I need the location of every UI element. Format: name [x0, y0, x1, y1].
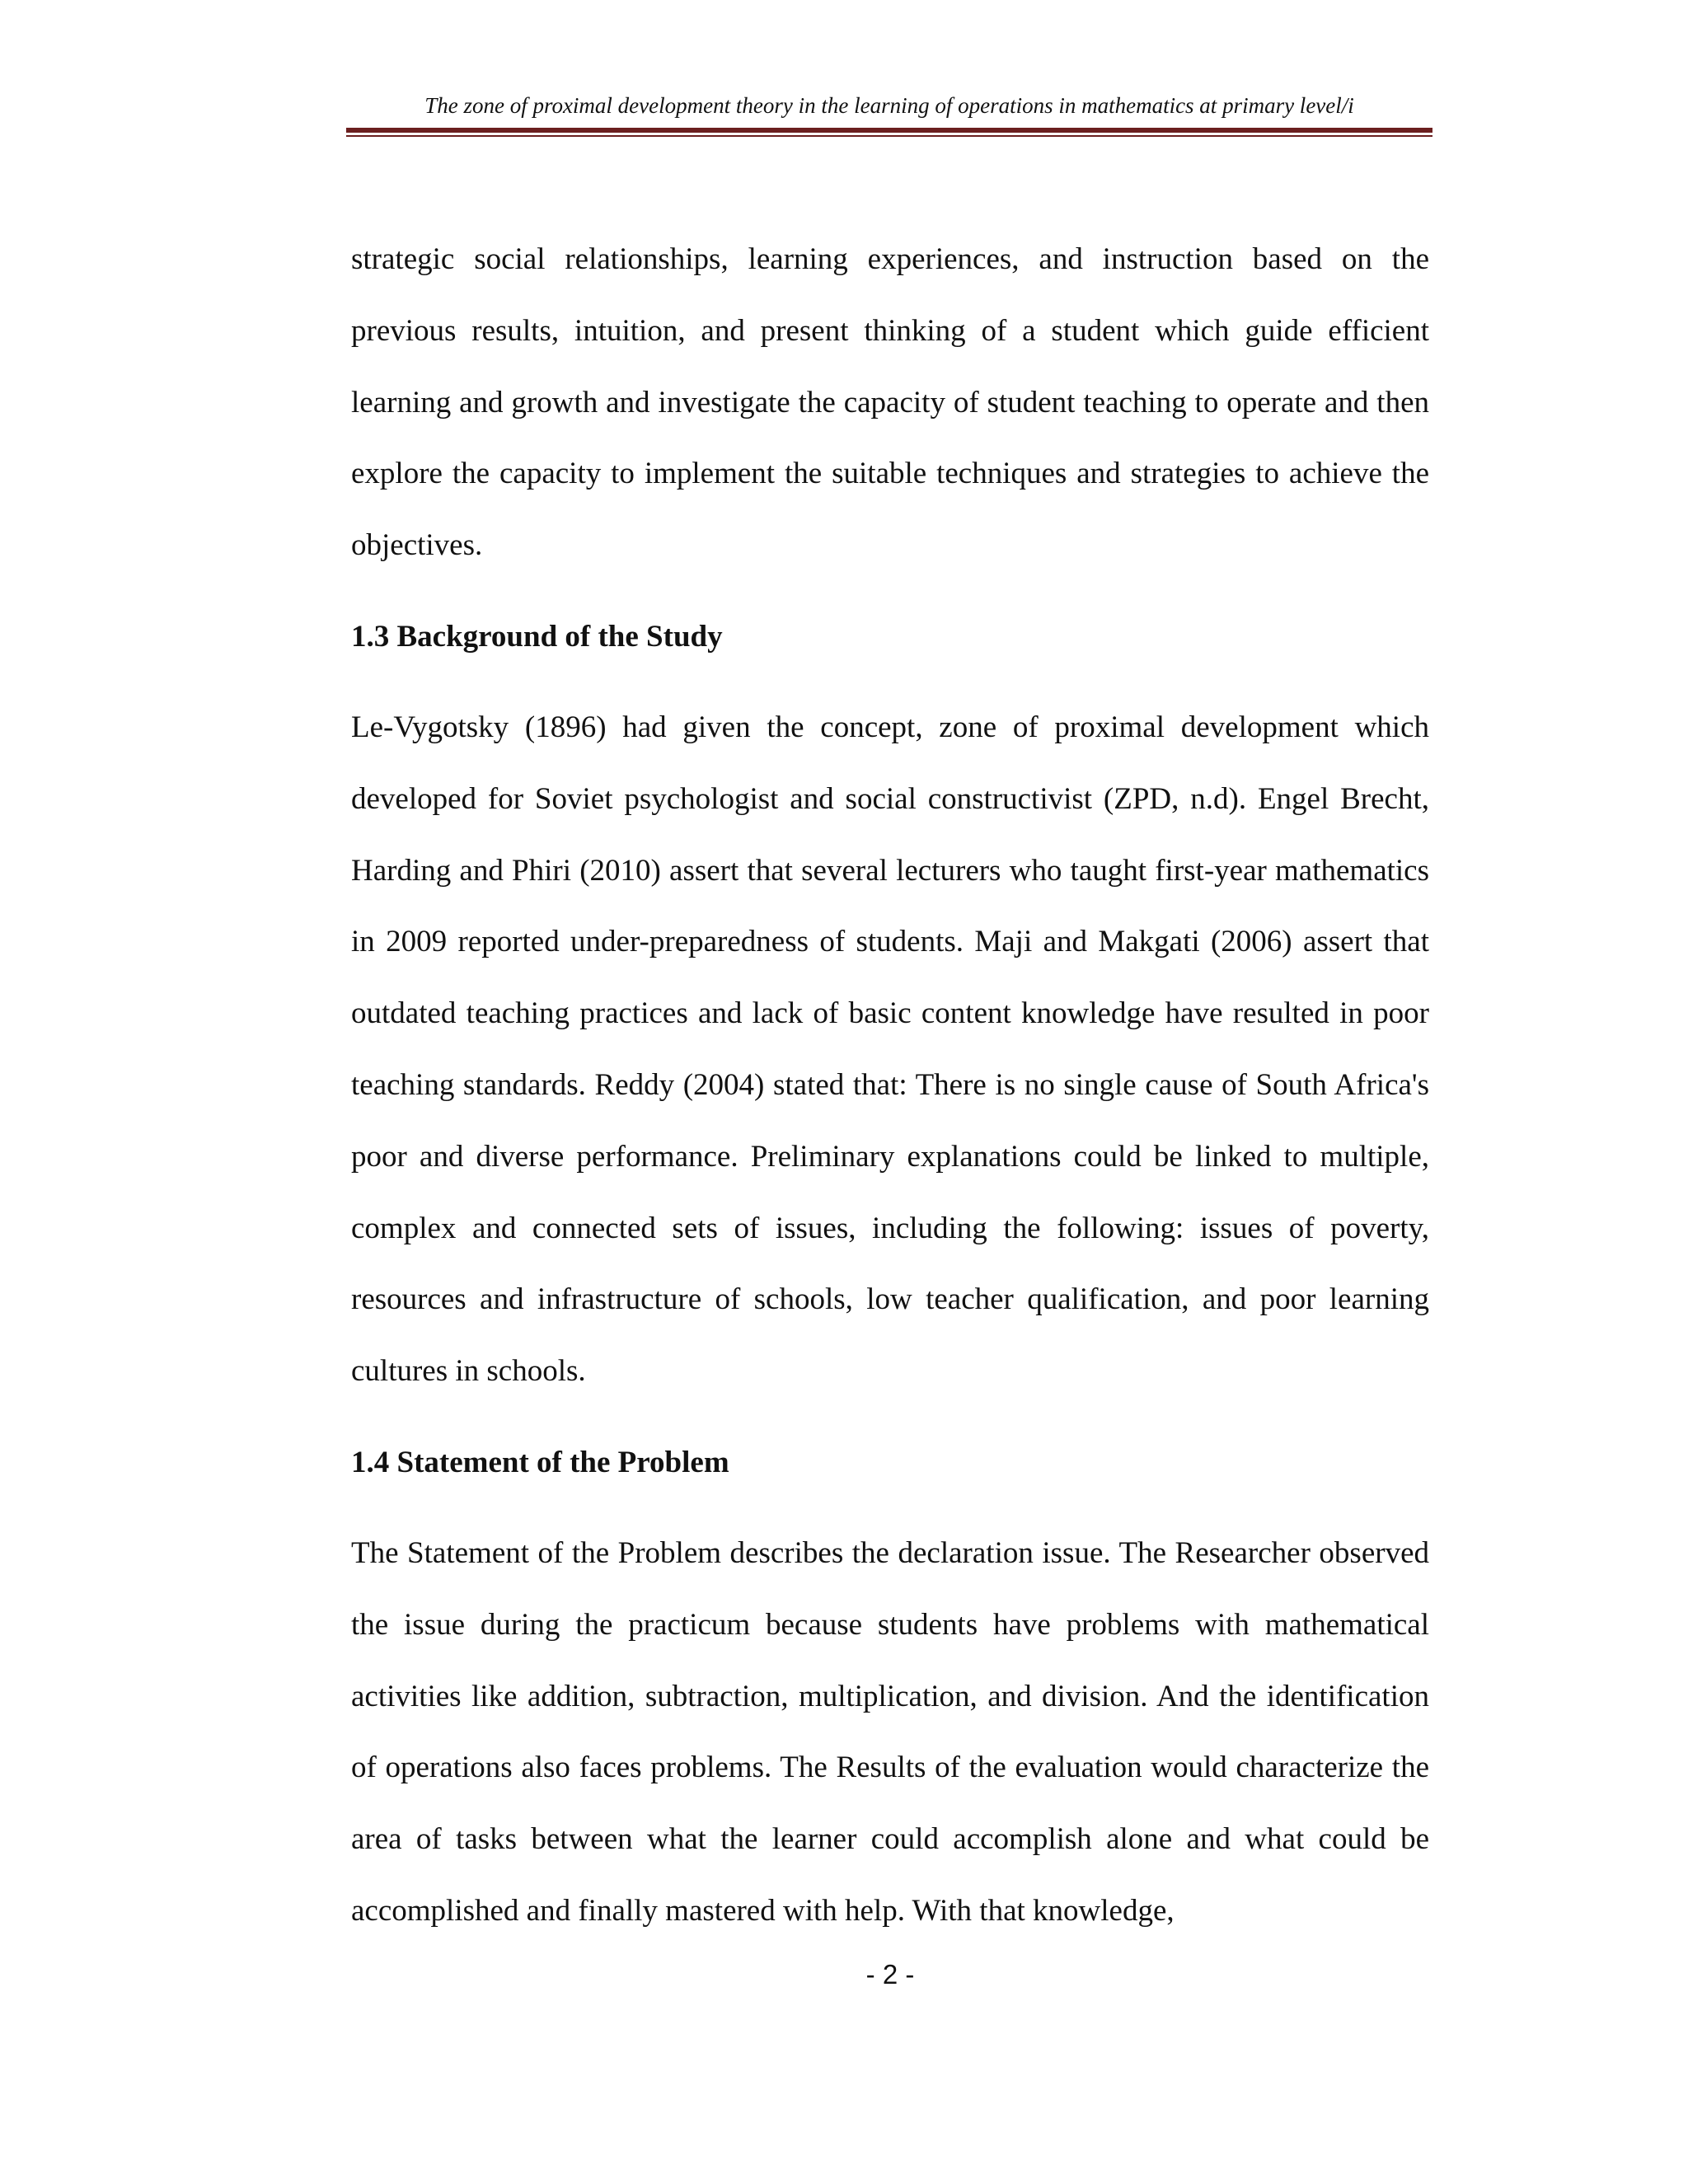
header-rule-secondary — [346, 135, 1432, 137]
running-header-title: The zone of proximal development theory in the learning of operations in mathematics at primary level/i — [424, 93, 1354, 118]
section-heading-background: 1.3 Background of the Study — [351, 619, 723, 654]
body-paragraph-intro: strategic social relationships, learning experiences, and instruction based on the previous results, intuition, and present thinking of a student which guide efficient learning and growth and investigate the capacity of student teaching to operate and then explore the capacity to implement the suitable techniques and strategies to achieve the objectives. — [351, 242, 1429, 563]
page-content — [351, 224, 1429, 1947]
body-paragraph-background: Le-Vygotsky (1896) had given the concept, zone of proximal development which developed for Soviet psychologist and social constructivist (ZPD, n.d). Engel Brecht, Harding and Phiri (2010) assert that several lecturers who taught first-year mathematics in 2009 reported under-preparedness of students. Maji and Makgati (2006) assert that outdated teaching practices and lack of basic content knowledge have resulted in poor teaching standards. Reddy (2004) stated that: There is no single cause of South Africa's poor and diverse performance. Preliminary explanations could be linked to multiple, complex and connected sets of issues, including the following: issues of poverty, resources and infrastructure of schools, low teacher qualification, and poor learning cultures in schools. — [351, 710, 1429, 1389]
header-rule — [346, 128, 1432, 133]
section-heading-problem-statement: 1.4 Statement of the Problem — [351, 1445, 729, 1479]
page-number: - 2 - — [865, 1959, 915, 1990]
body-paragraph-problem-statement: The Statement of the Problem describes the declaration issue. The Researcher observed the issue during the practicum because students have problems with mathematical activities like addition, subtraction, multiplication, and division. And the identification of operations also faces problems. The Results of the evaluation would characterize the area of tasks between what the learner could accomplish alone and what could be accomplished and finally mastered with help. With that knowledge, — [351, 1535, 1429, 1928]
